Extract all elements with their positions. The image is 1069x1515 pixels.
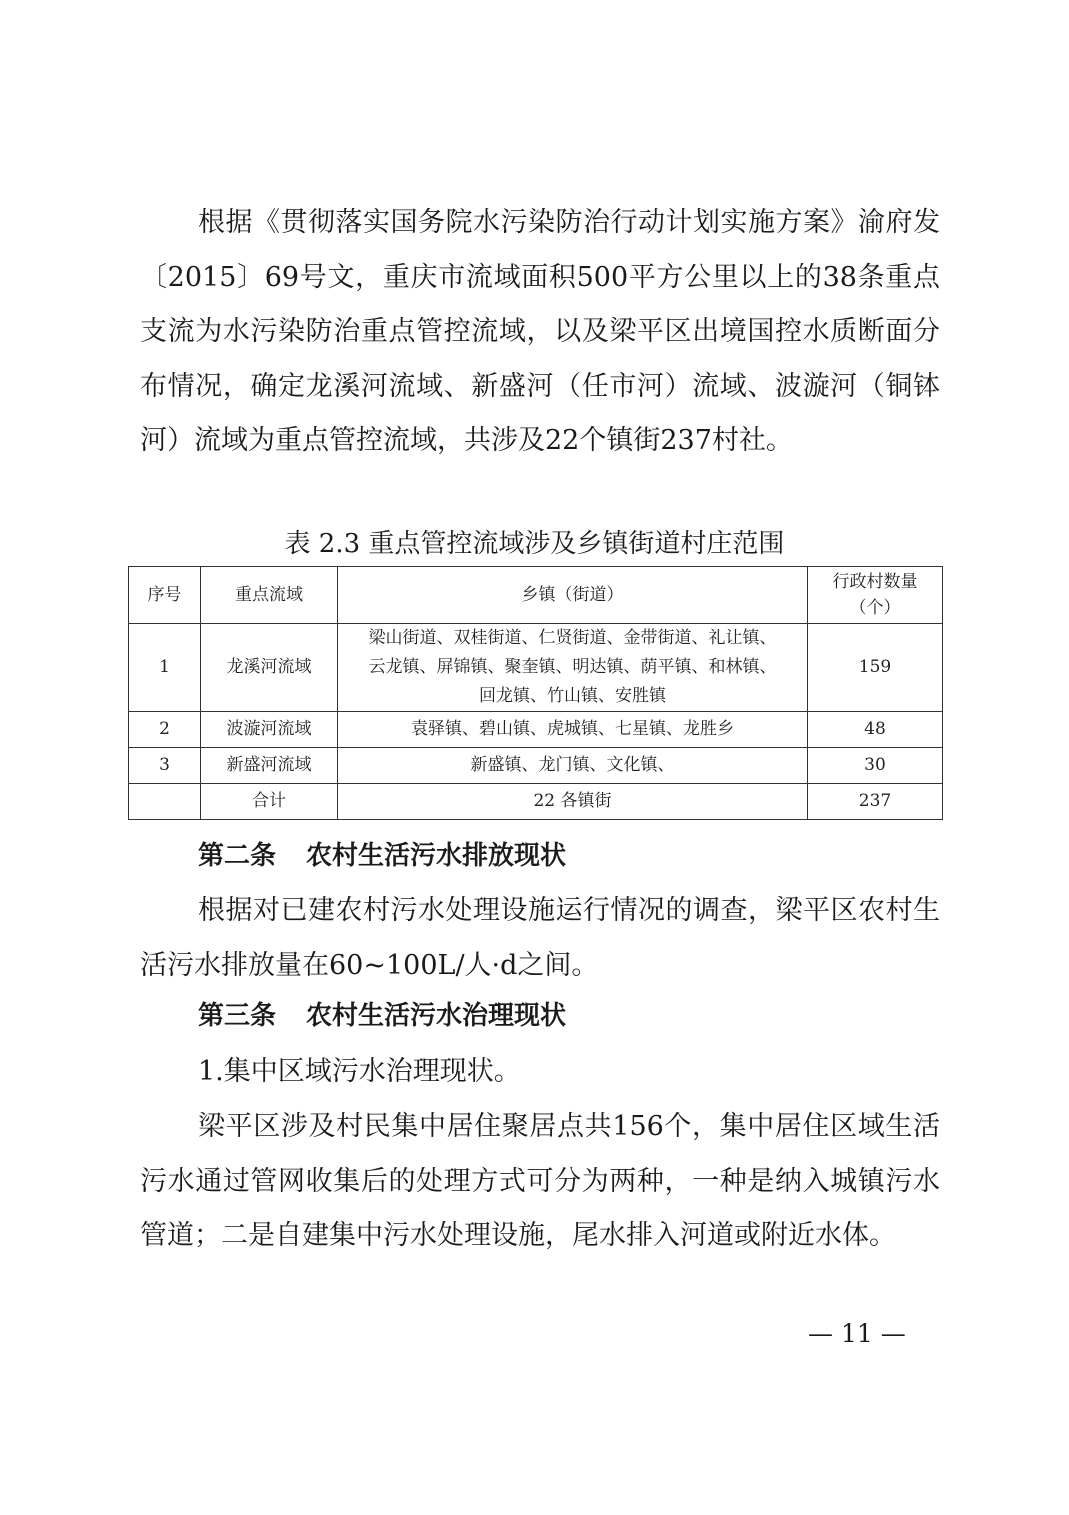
table-caption: 表 2.3 重点管控流域涉及乡镇街道村庄范围 [284, 529, 785, 559]
row-villages: 30 [808, 748, 943, 784]
row-towns: 新盛镇、龙门镇、文化镇、 [338, 748, 808, 784]
header-villages [808, 567, 943, 624]
row-no: 2 [129, 712, 201, 748]
row-towns-line1: 梁山街道、双桂街道、仁贤街道、金带街道、礼让镇、 [368, 628, 777, 648]
header-basin: 重点流域 [201, 567, 338, 624]
total-towns: 22 各镇街 [338, 784, 808, 820]
row-villages: 48 [808, 712, 943, 748]
header-villages-line1: 行政村数量 [832, 572, 918, 592]
section-number: 第三条 [198, 1001, 277, 1031]
section-title: 农村生活污水治理现状 [306, 1001, 567, 1031]
row-towns-line2: 云龙镇、屏锦镇、聚奎镇、明达镇、荫平镇、和林镇、 [368, 657, 777, 677]
header-no: 序号 [129, 567, 201, 624]
discharge-paragraph: 根据对已建农村污水处理设施运行情况的调查，梁平区农村生活污水排放量在60~100L/人·d之间。 [140, 895, 940, 981]
table-total-row [129, 784, 943, 820]
table-row [129, 712, 943, 748]
section-heading-3 [198, 996, 566, 1036]
row-no: 1 [129, 624, 201, 712]
row-towns-line3: 回龙镇、竹山镇、安胜镇 [479, 686, 666, 706]
section-title: 农村生活污水排放现状 [306, 841, 567, 871]
table-row [129, 624, 943, 712]
row-villages: 159 [808, 624, 943, 712]
basin-table [128, 566, 943, 820]
total-villages: 237 [808, 784, 943, 820]
header-towns: 乡镇（街道） [338, 567, 808, 624]
row-towns [338, 624, 808, 712]
header-villages-line2: （个） [849, 598, 901, 618]
page-number: — 11 — [808, 1319, 906, 1348]
intro-paragraph: 根据《贯彻落实国务院水污染防治行动计划实施方案》渝府发〔2015〕69号文，重庆市流域面积500平方公里以上的38条重点支流为水污染防治重点管控流域，以及梁平区出境国控水质断面分布情况，确定龙溪河流域、新盛河（任市河）流域、波漩河（铜钵河）流域为重点管控流域，共涉及22个镇街237村社。 [140, 207, 940, 456]
row-no: 3 [129, 748, 201, 784]
total-label: 合计 [201, 784, 338, 820]
item-paragraph: 1.集中区域污水治理现状。 [198, 1056, 521, 1087]
row-basin: 新盛河流域 [201, 748, 338, 784]
section-number: 第二条 [198, 841, 277, 871]
section-heading-2 [198, 836, 566, 876]
row-basin: 波漩河流域 [201, 712, 338, 748]
total-no [129, 784, 201, 820]
row-towns: 袁驿镇、碧山镇、虎城镇、七星镇、龙胜乡 [338, 712, 808, 748]
row-basin: 龙溪河流域 [201, 624, 338, 712]
table-header-row [129, 567, 943, 624]
table-row [129, 748, 943, 784]
settlement-paragraph: 梁平区涉及村民集中居住聚居点共156个，集中居住区域生活污水通过管网收集后的处理方式可分为两种，一种是纳入城镇污水管道；二是自建集中污水处理设施，尾水排入河道或附近水体。 [140, 1111, 940, 1251]
